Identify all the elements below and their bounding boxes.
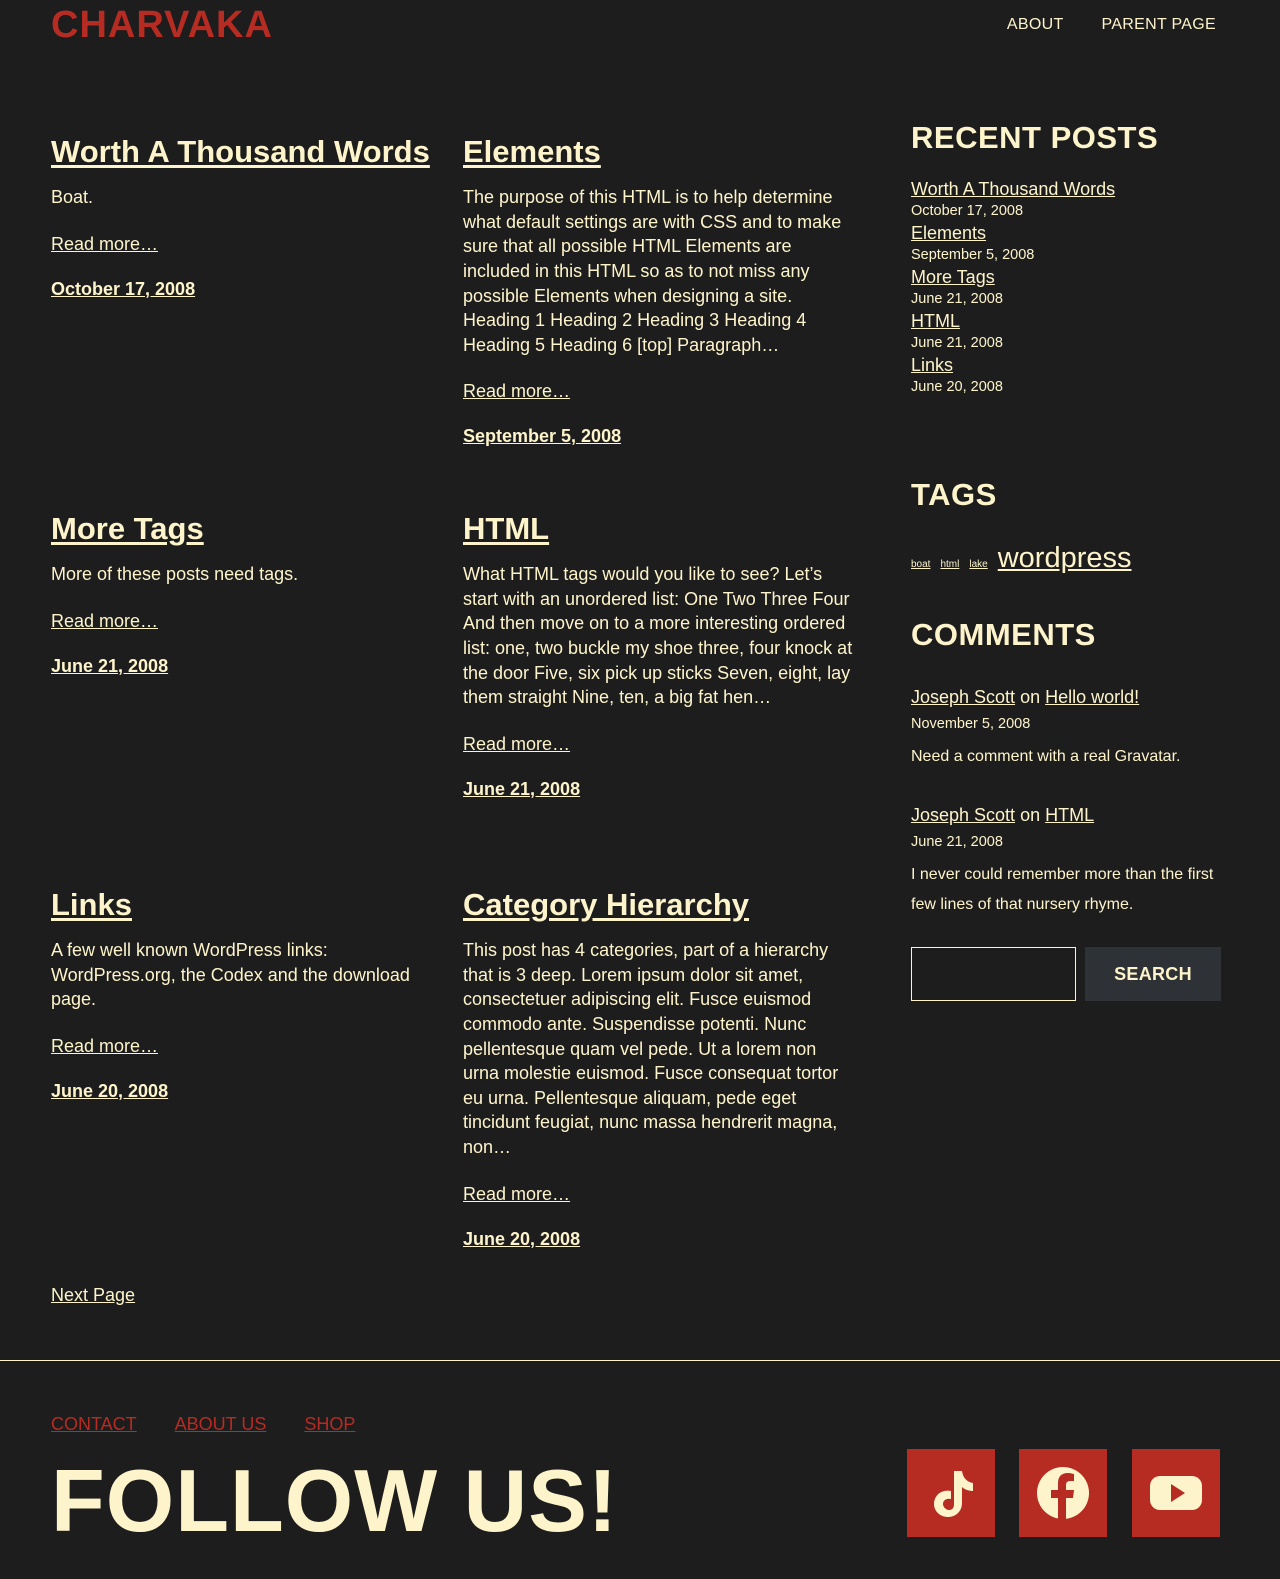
comment-author-link[interactable]: Joseph Scott <box>911 805 1016 825</box>
comment-post-link[interactable]: Hello world! <box>1045 687 1140 707</box>
post-date[interactable]: June 20, 2008 <box>51 1080 169 1101</box>
tags-heading: TAGS <box>911 477 997 512</box>
footer-link-about-us[interactable]: ABOUT US <box>174 1414 267 1434</box>
post-title[interactable]: Elements <box>463 134 601 169</box>
post-card <box>463 886 853 1250</box>
youtube-icon[interactable] <box>1132 1449 1220 1537</box>
facebook-icon[interactable] <box>1019 1449 1107 1537</box>
footer-link-shop[interactable]: SHOP <box>304 1414 356 1434</box>
recent-post-link[interactable]: More Tags <box>911 267 995 287</box>
list-item <box>911 354 1221 398</box>
comment-item <box>911 684 1231 772</box>
tag-link-lake[interactable]: lake <box>969 559 988 570</box>
next-page-link[interactable]: Next Page <box>51 1285 136 1305</box>
read-more-link[interactable]: Read more… <box>463 733 571 754</box>
post-excerpt: What HTML tags would you like to see? Let’s start with an unordered list: One Two Three Four And then move on to a more interesting ordered list: one, two buckle my shoe three, four knock at the door Five, six pick up sticks Seven, eight, lay them straight Nine, ten, a big fat hen… <box>463 564 853 708</box>
list-item <box>911 310 1221 354</box>
recent-post-date: October 17, 2008 <box>911 203 1024 219</box>
post-card <box>51 133 441 300</box>
footer-nav <box>51 1414 355 1435</box>
post-date[interactable]: October 17, 2008 <box>51 278 196 299</box>
recent-post-date: June 21, 2008 <box>911 291 1003 307</box>
site-header <box>0 0 1280 60</box>
recent-post-link[interactable]: Elements <box>911 223 987 243</box>
sidebar-recent-posts <box>911 120 1221 398</box>
comment-author-link[interactable]: Joseph Scott <box>911 687 1016 707</box>
footer-divider <box>0 1360 1280 1361</box>
read-more-link[interactable]: Read more… <box>51 233 159 254</box>
recent-post-link[interactable]: Worth A Thousand Words <box>911 179 1116 199</box>
read-more-link[interactable]: Read more… <box>463 381 571 402</box>
comment-date: June 21, 2008 <box>911 834 1003 850</box>
post-excerpt: The purpose of this HTML is to help determine what default settings are with CSS and to make sure that all possible HTML Elements are included in this HTML so as to not miss any possible Elements when designing a site. Heading 1 Heading 2 Heading 3 Heading 4 Heading 5 Heading 6 [top] Paragraph… <box>463 187 842 355</box>
nav-parent-page[interactable]: PARENT PAGE <box>1101 16 1216 33</box>
comments-heading: COMMENTS <box>911 617 1096 652</box>
recent-post-date: June 20, 2008 <box>911 379 1003 395</box>
site-title[interactable]: CHARVAKA <box>51 4 273 46</box>
recent-posts-list <box>911 178 1221 398</box>
post-date[interactable]: June 21, 2008 <box>51 655 169 676</box>
main-nav <box>1007 16 1216 34</box>
nav-about[interactable]: ABOUT <box>1006 16 1064 33</box>
comment-on-text: on <box>1020 687 1041 707</box>
tiktok-icon[interactable] <box>907 1449 995 1537</box>
read-more-link[interactable]: Read more… <box>51 1035 159 1056</box>
read-more-link[interactable]: Read more… <box>51 610 159 631</box>
footer-link-contact[interactable]: CONTACT <box>51 1414 137 1434</box>
recent-post-link[interactable]: HTML <box>911 311 960 331</box>
follow-us-heading: FOLLOW US! <box>51 1451 619 1550</box>
post-title[interactable]: HTML <box>463 511 550 546</box>
recent-post-link[interactable]: Links <box>911 355 954 375</box>
post-excerpt: Boat. <box>51 187 94 208</box>
recent-post-date: September 5, 2008 <box>911 247 1035 263</box>
post-card <box>51 886 441 1102</box>
tag-link-boat[interactable]: boat <box>911 559 931 570</box>
comment-meta <box>911 802 1231 828</box>
post-title[interactable]: Worth A Thousand Words <box>51 134 430 169</box>
list-item <box>911 222 1221 266</box>
post-excerpt: A few well known WordPress links: WordPress.org, the Codex and the download page. <box>51 940 410 1010</box>
post-card <box>463 510 853 800</box>
tag-link-html[interactable]: html <box>940 559 960 570</box>
post-title[interactable]: Category Hierarchy <box>463 887 750 922</box>
comment-item <box>911 802 1231 920</box>
tag-cloud <box>911 542 1132 575</box>
post-title[interactable]: More Tags <box>51 511 204 546</box>
tag-link-wordpress[interactable]: wordpress <box>997 542 1132 574</box>
recent-posts-heading: RECENT POSTS <box>911 120 1159 155</box>
comment-post-link[interactable]: HTML <box>1045 805 1095 825</box>
read-more-link[interactable]: Read more… <box>463 1183 571 1204</box>
post-date[interactable]: September 5, 2008 <box>463 426 622 447</box>
post-title[interactable]: Links <box>51 887 132 922</box>
recent-post-date: June 21, 2008 <box>911 335 1003 351</box>
post-card <box>51 510 441 677</box>
list-item <box>911 178 1221 222</box>
post-date[interactable]: June 20, 2008 <box>463 1228 581 1249</box>
search-button[interactable]: SEARCH <box>1085 947 1221 1001</box>
comment-text: Need a comment with a real Gravatar. <box>911 748 1181 765</box>
search-input[interactable] <box>911 947 1076 1001</box>
post-excerpt: This post has 4 categories, part of a hierarchy that is 3 deep. Lorem ipsum dolor sit amet, consectetuer adipiscing elit. Fusce euismod commodo ante. Suspendisse potenti. Nunc pellentesque quam vel pede. Ut a lorem non urna molestie euismod. Fusce consequat tortor eu urna. Pellentesque aliquam, pede eget tincidunt feugiat, nunc massa hendrerit magna, non… <box>463 940 839 1157</box>
list-item <box>911 266 1221 310</box>
comment-on-text: on <box>1020 805 1041 825</box>
comment-text: I never could remember more than the first few lines of that nursery rhyme. <box>911 866 1214 913</box>
comment-meta <box>911 684 1231 710</box>
post-card <box>463 133 853 447</box>
post-date[interactable]: June 21, 2008 <box>463 778 581 799</box>
post-excerpt: More of these posts need tags. <box>51 564 299 585</box>
comment-date: November 5, 2008 <box>911 716 1031 732</box>
